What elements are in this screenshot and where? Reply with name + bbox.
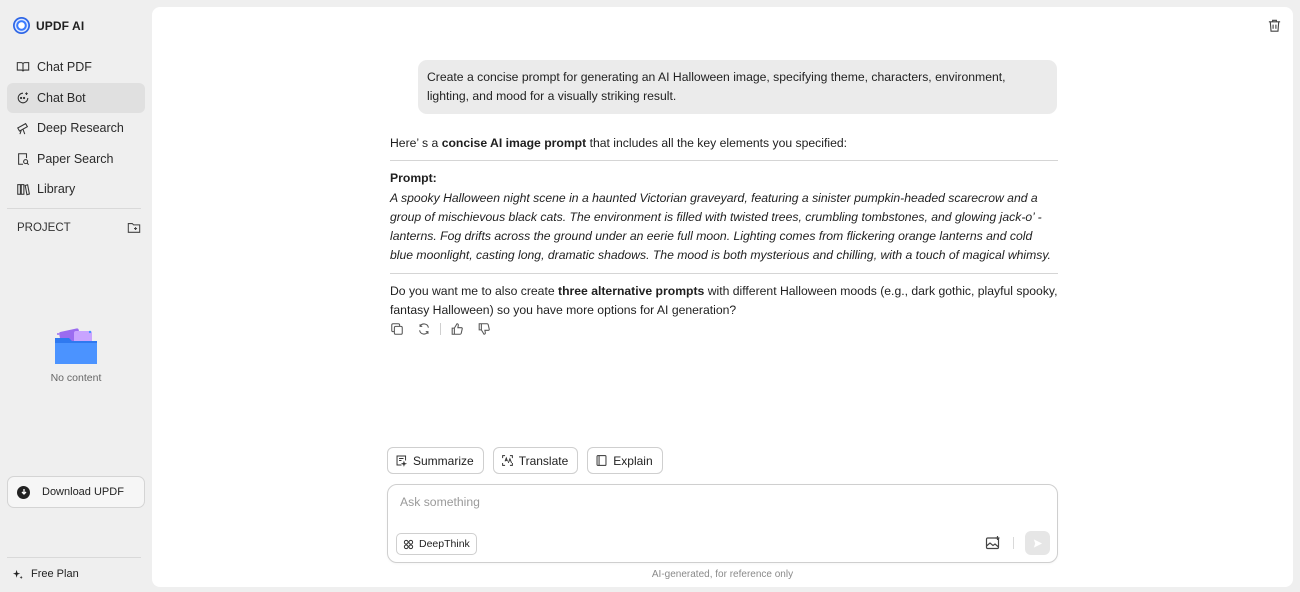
project-header [17,221,141,234]
ask-input[interactable] [400,495,960,509]
composer-separator [1013,537,1014,549]
download-label: Download UPDF [42,486,124,498]
empty-folder-icon [52,328,100,366]
regenerate-icon[interactable] [417,322,431,336]
sidebar-item-label: Paper Search [37,151,114,166]
answer-intro-pre: Here’ s a [390,136,442,150]
sidebar-item-deep-research[interactable] [7,113,145,143]
chat-bot-icon [16,91,30,105]
sidebar-item-chat-bot[interactable] [7,83,145,113]
trash-icon[interactable] [1267,18,1282,33]
new-folder-icon[interactable] [127,221,141,234]
summarize-button[interactable] [387,447,484,474]
sparkle-icon [12,569,23,580]
explain-label: Explain [613,453,653,468]
chat-panel [152,7,1293,587]
sidebar-item-label: Chat Bot [37,90,86,105]
message-actions [390,322,491,336]
followup-bold: three alternative prompts [558,283,705,298]
user-message: Create a concise prompt for generating an AI Halloween image, specifying theme, characters, environment, lighting, and mood for a visually striking result. [418,60,1057,114]
empty-state-label: No content [50,372,102,384]
sidebar-item-label: Chat PDF [37,60,92,74]
prompt-text: A spooky Halloween night scene in a haunted Victorian graveyard, featuring a sinister pumpkin-headed scarecrow and a group of mischievous black cats. The environment is filled with twisted trees, crumbling tombstones, and glowing jack-o’ -lanterns. Fog drifts across the ground under an eerie full moon. Lighting comes from flickering orange lanterns and cold blue moonlight, casting long, dramatic shadows. The mood is both mysterious and chilling, with a touch of magical whimsy. [390,190,1051,263]
translate-label: Translate [518,453,569,468]
summarize-label: Summarize [413,453,474,468]
deepthink-icon [403,539,414,550]
ai-disclaimer: AI-generated, for reference only [651,569,794,580]
translate-button[interactable] [493,447,579,474]
sidebar-item-library[interactable] [7,174,145,204]
send-button[interactable] [1025,531,1050,555]
deepthink-label: DeepThink [419,538,470,550]
prompt-heading: Prompt: [390,171,437,186]
sidebar [0,0,152,592]
download-icon [17,486,30,499]
followup-post: with different Halloween moods (e.g., dark gothic, playful spooky, fantasy Halloween) so you have more options for AI generation? [390,283,1058,318]
updf-logo-icon [13,17,30,34]
free-plan[interactable] [12,568,79,580]
answer-intro-post: that includes all the key elements you specified: [586,136,848,150]
thumbs-down-icon[interactable] [477,322,491,336]
followup-pre: Do you want me to also create [390,283,559,298]
empty-state [0,328,152,384]
explain-icon [595,454,608,467]
answer-intro-bold: concise AI image prompt [441,136,587,150]
composer [387,484,1058,563]
sidebar-item-chat-pdf[interactable] [7,52,145,82]
book-open-icon [16,60,30,74]
explain-button[interactable] [587,447,662,474]
sidebar-nav [7,52,145,205]
paper-search-icon [16,152,30,166]
project-label: PROJECT [17,221,71,234]
answer-divider [390,160,1058,161]
summarize-icon [395,454,408,467]
brand[interactable] [13,17,84,34]
prompt-block [390,169,1058,265]
library-icon [16,182,30,196]
telescope-icon [16,121,30,135]
sidebar-item-paper-search[interactable] [7,144,145,174]
sidebar-bottom-divider [7,557,141,558]
answer-intro [390,134,1058,153]
image-upload-icon[interactable] [985,535,1001,551]
answer-divider [390,273,1058,274]
brand-name: UPDF AI [36,18,85,33]
translate-icon [501,454,514,467]
quick-actions [387,447,663,474]
assistant-message [390,134,1058,320]
thumbs-up-icon[interactable] [450,322,464,336]
send-icon [1032,538,1043,549]
sidebar-item-label: Deep Research [37,121,124,135]
sidebar-item-label: Library [37,182,76,196]
answer-followup [390,282,1058,321]
actions-separator [440,323,441,335]
copy-icon[interactable] [390,322,404,336]
sidebar-divider [7,208,141,209]
free-plan-label: Free Plan [31,568,79,580]
deepthink-toggle[interactable] [396,533,477,555]
download-updf-button[interactable] [7,476,145,508]
